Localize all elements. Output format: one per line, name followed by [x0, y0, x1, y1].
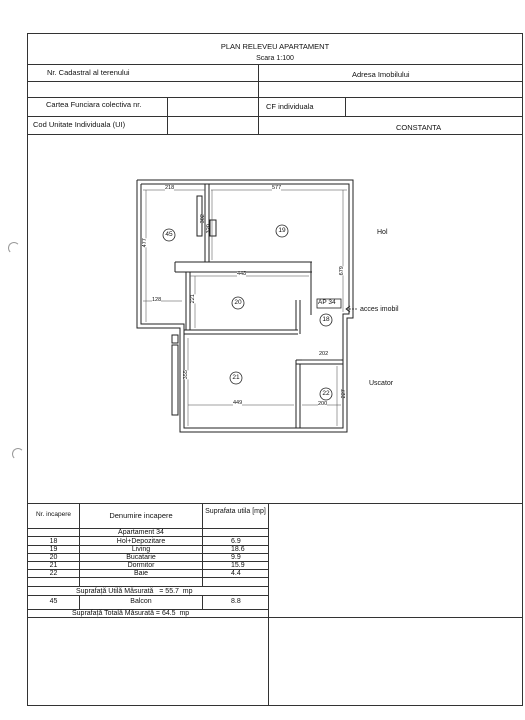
table-cell: 4.4 [231, 570, 241, 577]
land-book-label: Cartea Funciara colectiva nr. [46, 100, 142, 109]
table-cell: Balcon [130, 598, 152, 605]
room-number: 21 [232, 374, 240, 381]
address-label: Adresa Imobilului [352, 70, 410, 79]
room-number: 45 [165, 231, 173, 238]
table-cell: 8.8 [231, 598, 241, 605]
table-cell: 18.6 [231, 546, 245, 553]
table-cell: 18 [49, 538, 58, 545]
dimension-label: 477 [141, 238, 148, 248]
table-cell: 20 [49, 554, 58, 561]
table-cell: 22 [49, 570, 58, 577]
scale-label: Scara 1:100 [256, 55, 294, 62]
hol-label: Hol [377, 229, 388, 236]
table-cell: 21 [49, 562, 58, 569]
document-title: PLAN RELEVEU APARTAMENT [220, 42, 330, 51]
table-cell: Hol+Depozitare [116, 538, 166, 545]
cf-label: CF individuala [266, 102, 314, 111]
dimension-label: 218 [165, 185, 175, 191]
dimension-label: 227 [340, 389, 347, 399]
room-number: 19 [278, 227, 286, 234]
dimension-label: 679 [338, 266, 345, 276]
useful-area-total: Suprafață Utilă Măsurată = 55.7 mp [76, 588, 193, 595]
unit-code-label: Cod Unitate Individuala (UI) [33, 120, 126, 129]
table-header-name: Denumire incapere [109, 511, 173, 520]
table-cell: Baie [133, 570, 148, 577]
table-cell: 45 [49, 598, 58, 605]
table-cell: 19 [49, 546, 58, 553]
apartment-row: Apartament 34 [118, 529, 164, 536]
apartment-tag: AP 34 [318, 299, 336, 306]
room-number: 22 [322, 390, 330, 397]
room-number: 20 [234, 299, 242, 306]
dimension-label: 200 [318, 401, 328, 407]
dimension-label: 128 [152, 297, 162, 303]
cadastral-label: Nr. Cadastral al terenului [47, 68, 130, 77]
table-cell: 6.9 [231, 538, 241, 545]
dimension-label: 577 [272, 185, 282, 191]
access-label: acces imobil [360, 306, 399, 313]
table-header-nr: Nr. incapere [35, 511, 72, 518]
dimension-label: 448 [237, 271, 247, 277]
table-cell: Living [131, 546, 151, 553]
dimension-label: 202 [319, 351, 329, 357]
table-header-area: Suprafata utila [mp] [205, 508, 266, 515]
dimension-label: 320 [205, 224, 212, 234]
room-number: 18 [322, 316, 330, 323]
dimension-label: 302 [199, 214, 206, 224]
city-label: CONSTANTA [396, 123, 442, 132]
uscator-label: Uscator [369, 380, 394, 387]
dimension-label: 221 [189, 294, 196, 304]
table-cell: 9.9 [231, 554, 241, 561]
table-cell: Bucatarie [126, 554, 156, 561]
table-cell: Dormitor [127, 562, 155, 569]
dimension-label: 355 [182, 370, 189, 380]
table-cell: 15.9 [231, 562, 245, 569]
dimension-label: 449 [233, 400, 243, 406]
total-area: Suprafață Totală Măsurată = 64.5 mp [72, 610, 190, 617]
